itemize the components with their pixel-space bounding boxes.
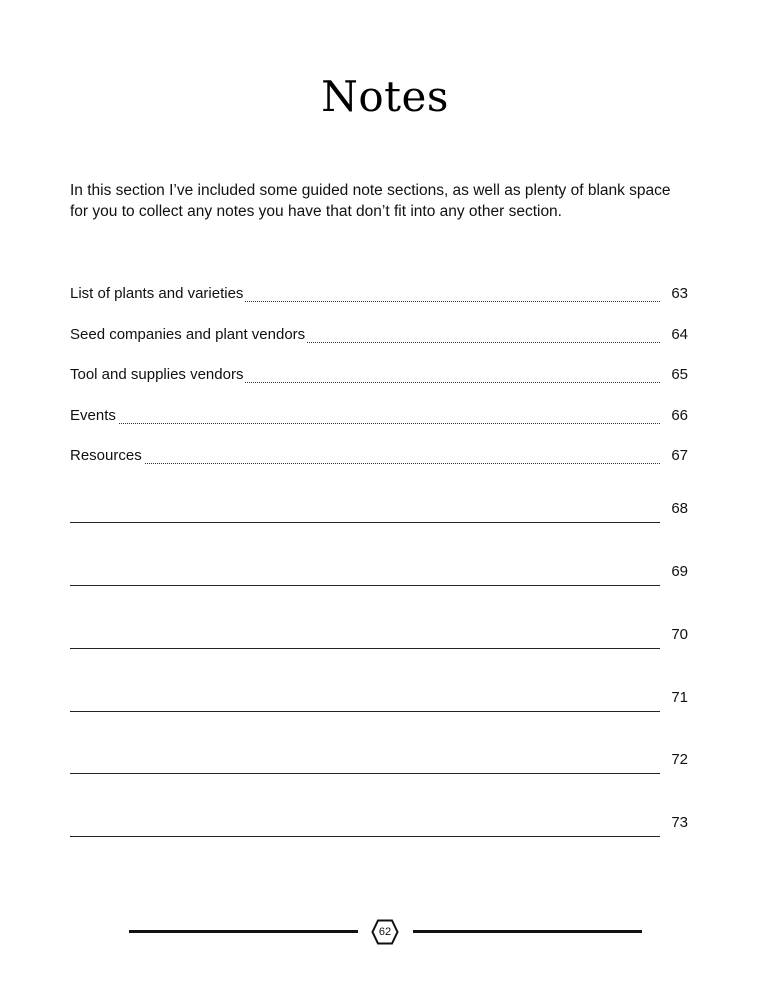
page-number-badge — [371, 919, 399, 945]
write-in-line — [70, 522, 660, 523]
toc-entry[interactable] — [70, 365, 690, 387]
toc-entry[interactable] — [70, 406, 690, 428]
toc-entry-label: Resources — [70, 447, 142, 464]
blank-entry[interactable] — [70, 499, 690, 523]
blank-entry-page: 70 — [671, 626, 688, 643]
page-title: Notes — [321, 72, 449, 121]
blank-entry-page: 69 — [671, 563, 688, 580]
dotted-leader — [70, 423, 660, 424]
blank-entry-page: 71 — [671, 689, 688, 706]
toc-entry-label: List of plants and varieties — [70, 285, 244, 302]
write-in-line — [70, 773, 660, 774]
write-in-line — [70, 836, 660, 837]
page-number: 62 — [378, 926, 392, 938]
blank-entry-page: 73 — [671, 814, 688, 831]
toc-entry-page: 66 — [671, 407, 688, 424]
write-in-line — [70, 648, 660, 649]
intro-paragraph: In this section I’ve included some guided note sections, as well as plenty of blank space for you to collect any notes you have that don’t fit into any other section. — [70, 182, 671, 220]
blank-entry[interactable] — [70, 813, 690, 837]
toc-entry-label: Tool and supplies vendors — [70, 366, 244, 383]
footer-rule-left — [129, 930, 358, 933]
write-in-line — [70, 711, 660, 712]
write-in-line — [70, 585, 660, 586]
blank-entry[interactable] — [70, 750, 690, 774]
toc-entry-page: 63 — [671, 285, 688, 302]
toc-entry-page: 67 — [671, 447, 688, 464]
blank-entry[interactable] — [70, 688, 690, 712]
toc-entry[interactable] — [70, 325, 690, 347]
toc-entry[interactable] — [70, 284, 690, 306]
footer-rule-right — [413, 930, 642, 933]
dotted-leader — [70, 463, 660, 464]
blank-entry-page: 72 — [671, 751, 688, 768]
toc-entry-page: 65 — [671, 366, 688, 383]
blank-entry[interactable] — [70, 562, 690, 586]
toc-entry-label: Events — [70, 407, 116, 424]
blank-entry-page: 68 — [671, 500, 688, 517]
toc-entry[interactable] — [70, 446, 690, 468]
toc-entry-label: Seed companies and plant vendors — [70, 326, 306, 343]
blank-entry[interactable] — [70, 625, 690, 649]
toc-entry-page: 64 — [671, 326, 688, 343]
